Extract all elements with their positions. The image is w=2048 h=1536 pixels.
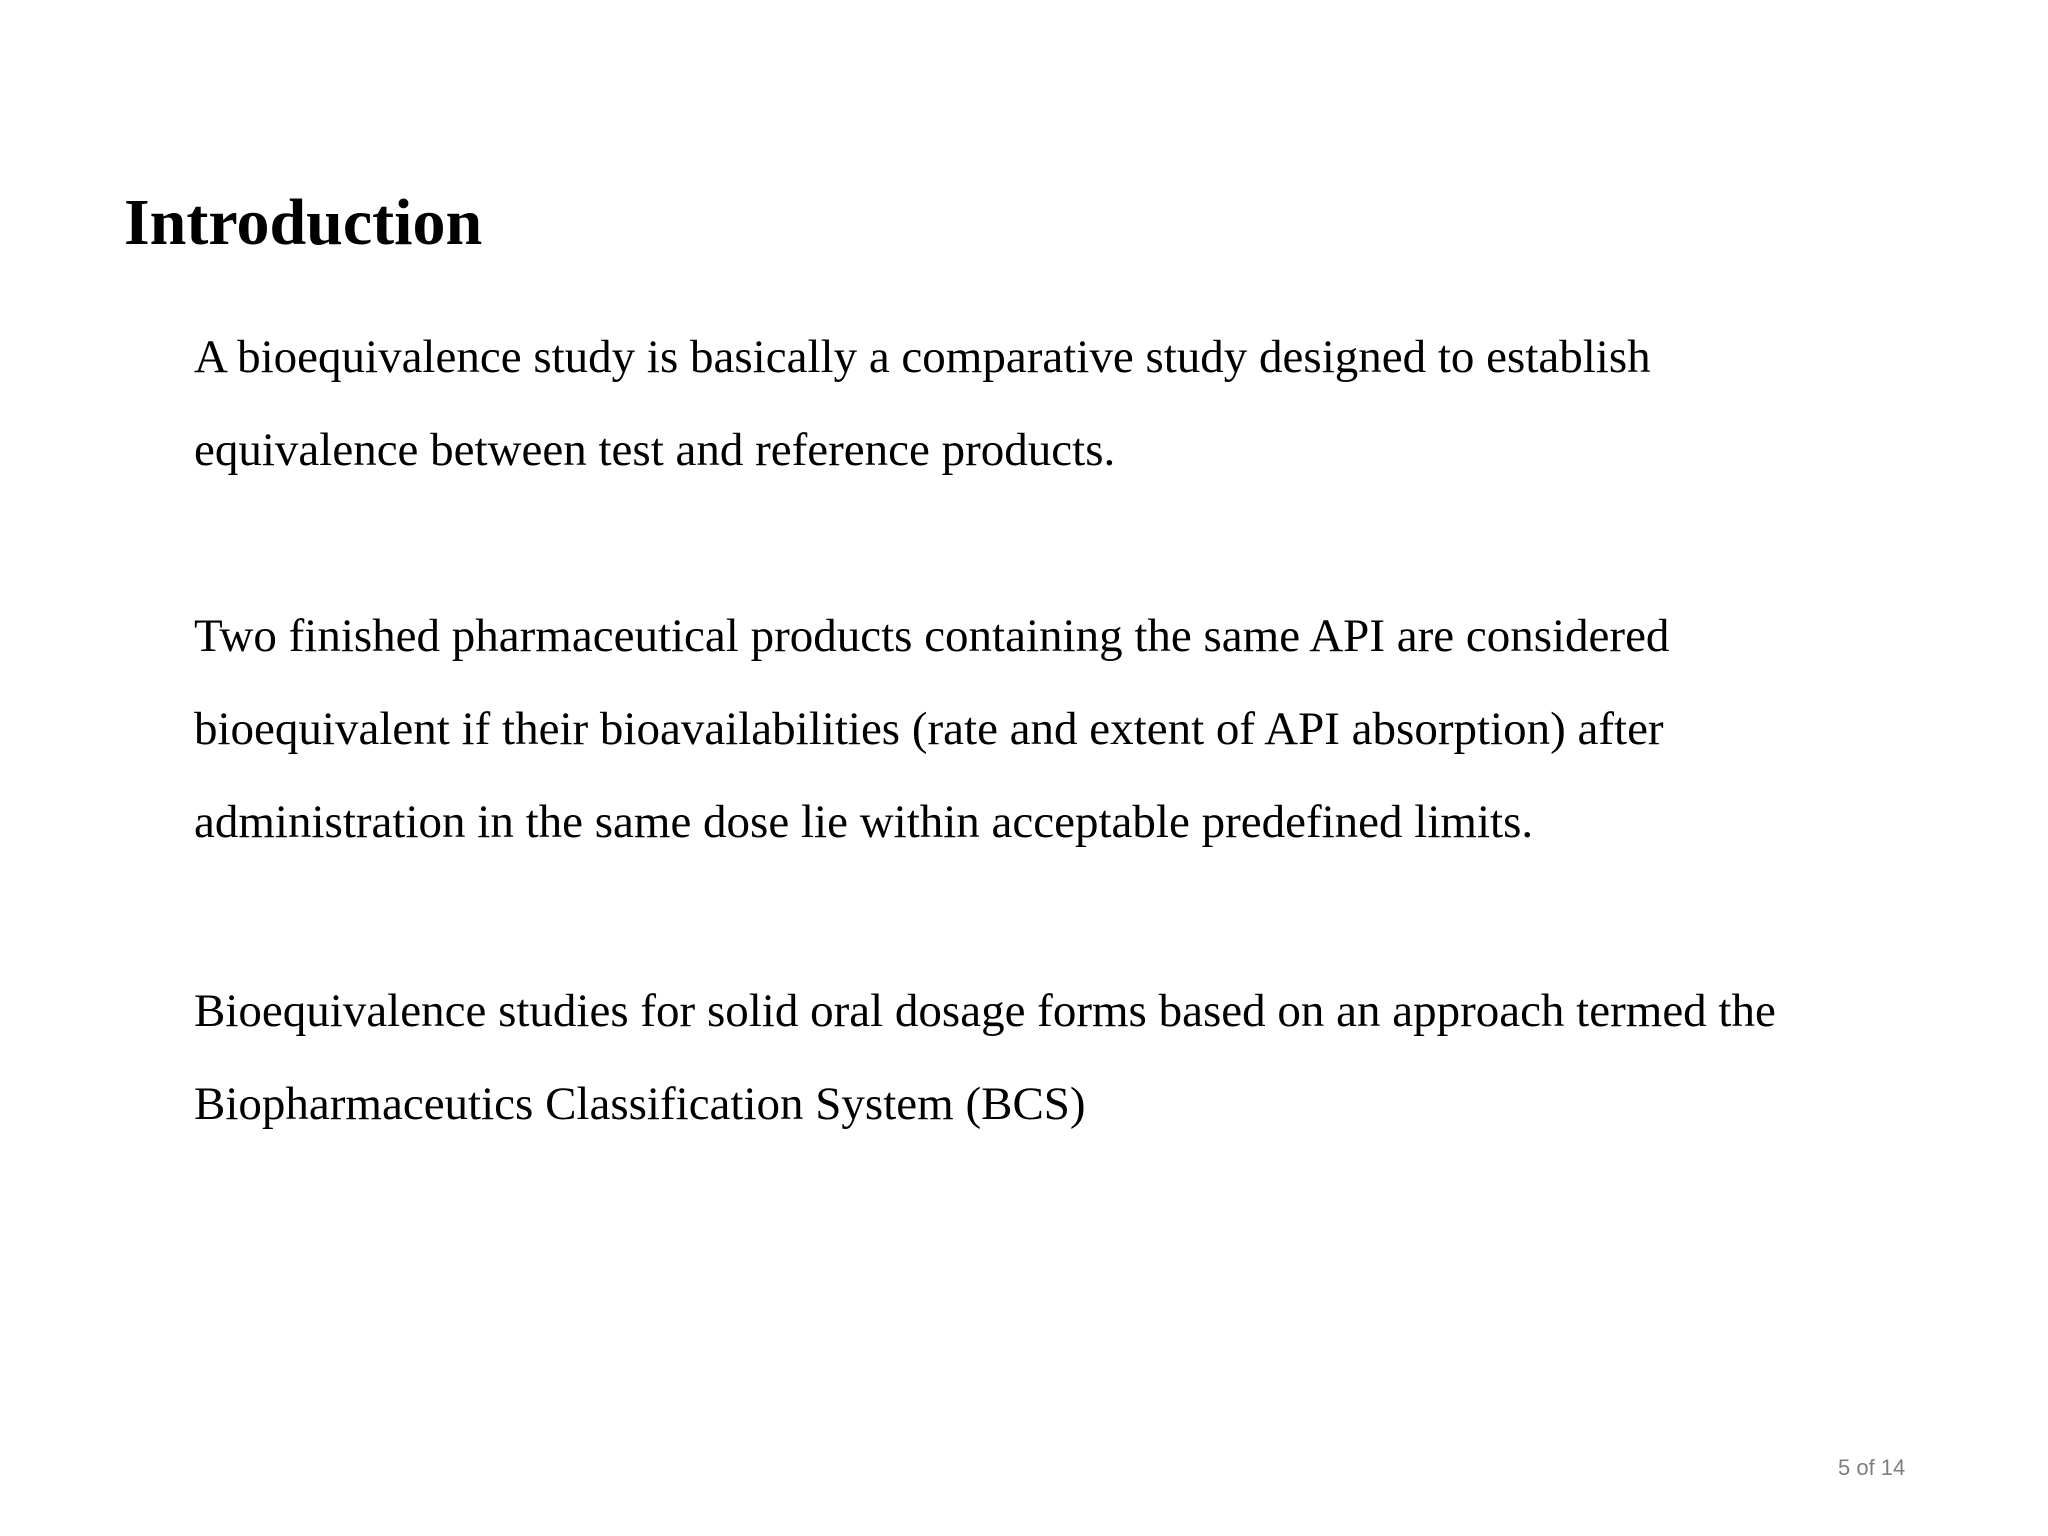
slide-title: Introduction xyxy=(124,186,483,259)
paragraph-line: bioequivalent if their bioavailabilities (rate and extent of API absorption) after xyxy=(194,703,1664,755)
paragraph-line: equivalence between test and reference products. xyxy=(194,424,1116,476)
paragraph-bcs-approach xyxy=(194,965,1776,1151)
paragraph-bioequivalent-criteria xyxy=(194,590,1669,869)
paragraph-line: Biopharmaceutics Classification System (BCS) xyxy=(194,1078,1086,1130)
page-number: 5 of 14 xyxy=(1838,1455,1906,1480)
paragraph-line: Bioequivalence studies for solid oral dosage forms based on an approach termed the xyxy=(194,985,1776,1037)
paragraph-line: Two finished pharmaceutical products containing the same API are considered xyxy=(194,610,1670,662)
paragraph-line: administration in the same dose lie within acceptable predefined limits. xyxy=(194,796,1534,848)
paragraph-bioequivalence-definition xyxy=(194,311,1651,497)
paragraph-line: A bioequivalence study is basically a comparative study designed to establish xyxy=(194,331,1651,383)
